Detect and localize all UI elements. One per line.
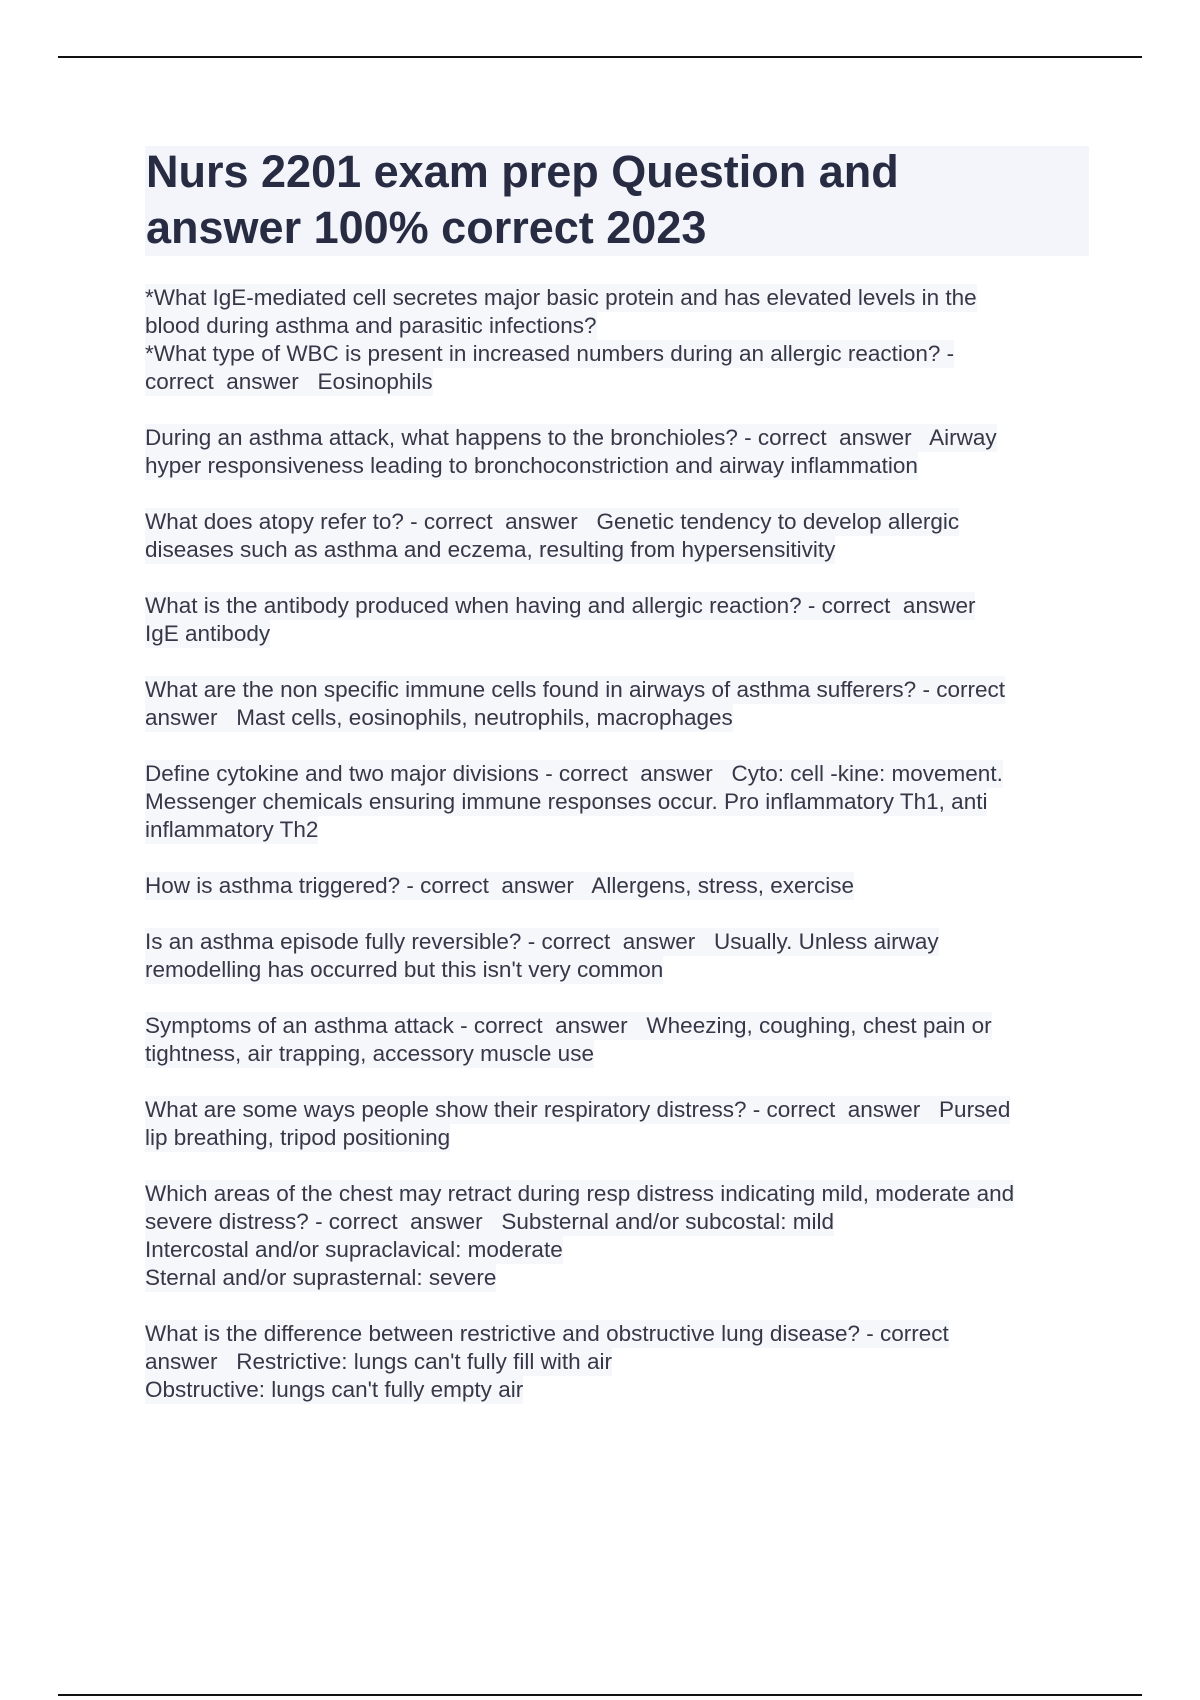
qa-entry — [145, 676, 1105, 732]
qa-line: blood during asthma and parasitic infections? — [145, 313, 597, 338]
qa-line: correct answer Eosinophils — [145, 369, 433, 394]
qa-line: What does atopy refer to? - correct answer Genetic tendency to develop allergic — [145, 509, 960, 534]
qa-line: tightness, air trapping, accessory muscle use — [145, 1041, 594, 1066]
qa-line: inflammatory Th2 — [145, 817, 319, 842]
qa-line: diseases such as asthma and eczema, resulting from hypersensitivity — [145, 537, 836, 562]
qa-line: Which areas of the chest may retract during resp distress indicating mild, moderate and — [145, 1181, 1015, 1206]
qa-line: What are the non specific immune cells found in airways of asthma sufferers? - correct — [145, 677, 1005, 702]
qa-entry — [145, 928, 1105, 984]
top-rule — [58, 56, 1142, 58]
qa-line: answer Restrictive: lungs can't fully fill with air — [145, 1349, 612, 1374]
qa-line: During an asthma attack, what happens to the bronchioles? - correct answer Airway — [145, 425, 997, 450]
title-line: answer 100% correct 2023 — [146, 202, 707, 253]
qa-entry — [145, 1320, 1105, 1404]
qa-line: IgE antibody — [145, 621, 271, 646]
qa-line: What is the antibody produced when having and allergic reaction? - correct answer — [145, 593, 976, 618]
title-line: Nurs 2201 exam prep Question and — [146, 146, 899, 197]
qa-entry — [145, 592, 1105, 648]
title-block — [145, 146, 1089, 256]
qa-line: *What type of WBC is present in increased numbers during an allergic reaction? - — [145, 341, 955, 366]
qa-line: severe distress? - correct answer Substernal and/or subcostal: mild — [145, 1209, 835, 1234]
qa-entry — [145, 424, 1105, 480]
qa-line: Sternal and/or suprasternal: severe — [145, 1265, 497, 1290]
qa-entry — [145, 872, 1105, 900]
qa-line: Intercostal and/or supraclavical: moderate — [145, 1237, 563, 1262]
qa-entry — [145, 508, 1105, 564]
qa-entry — [145, 760, 1105, 844]
qa-line: lip breathing, tripod positioning — [145, 1125, 451, 1150]
qa-line: Obstructive: lungs can't fully empty air — [145, 1377, 524, 1402]
qa-entry — [145, 1096, 1105, 1152]
qa-line: remodelling has occurred but this isn't very common — [145, 957, 664, 982]
document-title — [145, 144, 1089, 256]
qa-line: *What IgE-mediated cell secretes major basic protein and has elevated levels in the — [145, 285, 977, 310]
bottom-rule — [58, 1694, 1142, 1696]
qa-line: What are some ways people show their respiratory distress? - correct answer Pursed — [145, 1097, 1011, 1122]
qa-list — [145, 284, 1105, 1432]
qa-entry — [145, 1180, 1105, 1292]
qa-line: How is asthma triggered? - correct answer Allergens, stress, exercise — [145, 873, 855, 898]
qa-line: answer Mast cells, eosinophils, neutrophils, macrophages — [145, 705, 733, 730]
qa-entry — [145, 1012, 1105, 1068]
qa-line: What is the difference between restrictive and obstructive lung disease? - correct — [145, 1321, 949, 1346]
qa-entry — [145, 284, 1105, 396]
qa-line: Define cytokine and two major divisions - correct answer Cyto: cell -kine: movement. — [145, 761, 1003, 786]
qa-line: Messenger chemicals ensuring immune responses occur. Pro inflammatory Th1, anti — [145, 789, 988, 814]
qa-line: Is an asthma episode fully reversible? - correct answer Usually. Unless airway — [145, 929, 939, 954]
qa-line: hyper responsiveness leading to bronchoconstriction and airway inflammation — [145, 453, 918, 478]
qa-line: Symptoms of an asthma attack - correct answer Wheezing, coughing, chest pain or — [145, 1013, 992, 1038]
